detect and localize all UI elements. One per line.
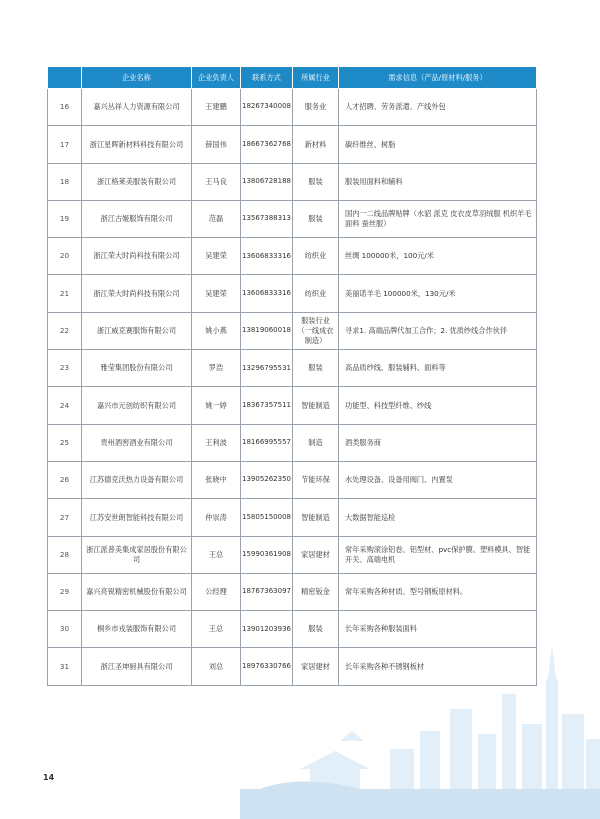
industry-cell: 服务业: [293, 89, 339, 126]
header-phone: 联系方式: [241, 67, 293, 89]
demand-info-cell: 国内一二线品牌贴牌（水貂 派克 皮衣皮草羽绒服 机织羊毛面料 蚕丝服）: [339, 200, 537, 237]
contact-person-cell: 公经理: [192, 573, 241, 610]
table-row: [48, 312, 537, 349]
table-row: [48, 89, 537, 126]
phone-number-cell: 18667362768: [241, 126, 293, 163]
demand-info-cell: 美丽诺羊毛 100000米，130元/米: [339, 275, 537, 312]
industry-cell: 纺织业: [293, 238, 339, 275]
phone-number-cell: 13296795531: [241, 350, 293, 387]
demand-info-cell: 长年采购各种服装面料: [339, 611, 537, 648]
table-body: [48, 89, 537, 686]
industry-cell: 服装: [293, 163, 339, 200]
company-name-cell: 嘉兴丛祥人力资源有限公司: [82, 89, 192, 126]
industry-cell: 服装: [293, 200, 339, 237]
contact-person-cell: 姚小燕: [192, 312, 241, 349]
header-industry: 所属行业: [293, 67, 339, 89]
demand-info-cell: 长年采购各种不锈钢板材: [339, 648, 537, 685]
company-name-cell: 浙江荣大时尚科技有限公司: [82, 275, 192, 312]
industry-cell: 精密钣金: [293, 573, 339, 610]
company-name-cell: 雅莹集团股份有限公司: [82, 350, 192, 387]
demand-info-cell: 人才招聘、劳务派遣、产线外包: [339, 89, 537, 126]
contact-person-cell: 王利波: [192, 424, 241, 461]
table-row: [48, 611, 537, 648]
demand-info-cell: 丝绸 100000米，100元/米: [339, 238, 537, 275]
row-number-cell: 29: [48, 573, 82, 610]
row-number-cell: 28: [48, 536, 82, 573]
demand-table: [47, 66, 537, 686]
table-row: [48, 573, 537, 610]
phone-number-cell: 13567388313: [241, 200, 293, 237]
header-need: 需求信息（产品/原材料/服务）: [339, 67, 537, 89]
phone-number-cell: 18166995557: [241, 424, 293, 461]
industry-cell: 智能制造: [293, 387, 339, 424]
row-number-cell: 20: [48, 238, 82, 275]
table-row: [48, 238, 537, 275]
table-header-row: [48, 67, 537, 89]
header-person: 企业负责人: [192, 67, 241, 89]
phone-number-cell: 15805150008: [241, 499, 293, 536]
row-number-cell: 16: [48, 89, 82, 126]
row-number-cell: 26: [48, 461, 82, 498]
contact-person-cell: 王总: [192, 536, 241, 573]
row-number-cell: 24: [48, 387, 82, 424]
phone-number-cell: 13901203936: [241, 611, 293, 648]
phone-number-cell: 18976330766: [241, 648, 293, 685]
row-number-cell: 30: [48, 611, 82, 648]
row-number-cell: 31: [48, 648, 82, 685]
industry-cell: 新材料: [293, 126, 339, 163]
page-number: 14: [43, 773, 55, 782]
contact-person-cell: 仲崇涛: [192, 499, 241, 536]
table-row: [48, 461, 537, 498]
company-name-cell: 贵州酒窖酒业有限公司: [82, 424, 192, 461]
industry-cell: 家居建材: [293, 536, 339, 573]
table-row: [48, 275, 537, 312]
phone-number-cell: 18367357511: [241, 387, 293, 424]
table-row: [48, 387, 537, 424]
contact-person-cell: 范磊: [192, 200, 241, 237]
contact-person-cell: 王建鹏: [192, 89, 241, 126]
demand-info-cell: 大数据智能巡检: [339, 499, 537, 536]
table-row: [48, 536, 537, 573]
table-row: [48, 424, 537, 461]
company-name-cell: 浙江古姬服饰有限公司: [82, 200, 192, 237]
phone-number-cell: 13606833316: [241, 238, 293, 275]
demand-info-cell: 功能型、科技型纤维、纱线: [339, 387, 537, 424]
company-name-cell: 嘉兴亮锐精密机械股份有限公司: [82, 573, 192, 610]
phone-number-cell: 13606833316: [241, 275, 293, 312]
contact-person-cell: 王马良: [192, 163, 241, 200]
phone-number-cell: 15990361908: [241, 536, 293, 573]
row-number-cell: 25: [48, 424, 82, 461]
table-row: [48, 200, 537, 237]
contact-person-cell: 罗浩: [192, 350, 241, 387]
industry-cell: 制造: [293, 424, 339, 461]
contact-person-cell: 王总: [192, 611, 241, 648]
table-row: [48, 350, 537, 387]
phone-number-cell: 13905262350: [241, 461, 293, 498]
demand-info-cell: 常年采购各种材质、型号钢板原材料。: [339, 573, 537, 610]
demand-info-cell: 酒类服务商: [339, 424, 537, 461]
header-company: 企业名称: [82, 67, 192, 89]
company-name-cell: 浙江荣大时尚科技有限公司: [82, 238, 192, 275]
company-name-cell: 浙江格莱美服装有限公司: [82, 163, 192, 200]
industry-cell: 智能制造: [293, 499, 339, 536]
row-number-cell: 27: [48, 499, 82, 536]
row-number-cell: 19: [48, 200, 82, 237]
row-number-cell: 23: [48, 350, 82, 387]
company-name-cell: 江苏安世朗智能科技有限公司: [82, 499, 192, 536]
row-number-cell: 18: [48, 163, 82, 200]
industry-cell: 服装行业（一线成衣制造）: [293, 312, 339, 349]
phone-number-cell: 18767363097: [241, 573, 293, 610]
company-name-cell: 江苏德克沃热力设备有限公司: [82, 461, 192, 498]
table-row: [48, 499, 537, 536]
row-number-cell: 22: [48, 312, 82, 349]
contact-person-cell: 吴建荣: [192, 275, 241, 312]
company-name-cell: 嘉兴市元创纺织有限公司: [82, 387, 192, 424]
demand-info-cell: 高品质纱线、服装辅料、面料等: [339, 350, 537, 387]
contact-person-cell: 薛国伟: [192, 126, 241, 163]
industry-cell: 服装: [293, 350, 339, 387]
company-name-cell: 桐乡市戎装服饰有限公司: [82, 611, 192, 648]
industry-cell: 纺织业: [293, 275, 339, 312]
phone-number-cell: 18267340008: [241, 89, 293, 126]
header-index: [48, 67, 82, 89]
company-name-cell: 浙江圣坤厨具有限公司: [82, 648, 192, 685]
company-name-cell: 浙江派普美集成家居股份有限公司: [82, 536, 192, 573]
contact-person-cell: 姚一婷: [192, 387, 241, 424]
table-row: [48, 648, 537, 685]
demand-info-cell: 服装用面料和辅料: [339, 163, 537, 200]
row-number-cell: 21: [48, 275, 82, 312]
contact-person-cell: 刘总: [192, 648, 241, 685]
phone-number-cell: 13819060018: [241, 312, 293, 349]
industry-cell: 家居建材: [293, 648, 339, 685]
contact-person-cell: 张晓中: [192, 461, 241, 498]
company-name-cell: 浙江威克赛服饰有限公司: [82, 312, 192, 349]
phone-number-cell: 13806728188: [241, 163, 293, 200]
demand-info-cell: 常年采购滚涂铝卷、铝型材、pvc保护膜、塑料模具、智能开关、高端电机: [339, 536, 537, 573]
table-row: [48, 163, 537, 200]
row-number-cell: 17: [48, 126, 82, 163]
demand-info-cell: 水处理设备、设备用阀门、内置泵: [339, 461, 537, 498]
company-name-cell: 浙江星晖新材料科技有限公司: [82, 126, 192, 163]
industry-cell: 服装: [293, 611, 339, 648]
demand-info-cell: 碳纤维丝、树脂: [339, 126, 537, 163]
demand-info-cell: 寻求1. 高端品牌代加工合作；2. 优质纱线合作伙伴: [339, 312, 537, 349]
contact-person-cell: 吴建荣: [192, 238, 241, 275]
table-row: [48, 126, 537, 163]
industry-cell: 节能环保: [293, 461, 339, 498]
